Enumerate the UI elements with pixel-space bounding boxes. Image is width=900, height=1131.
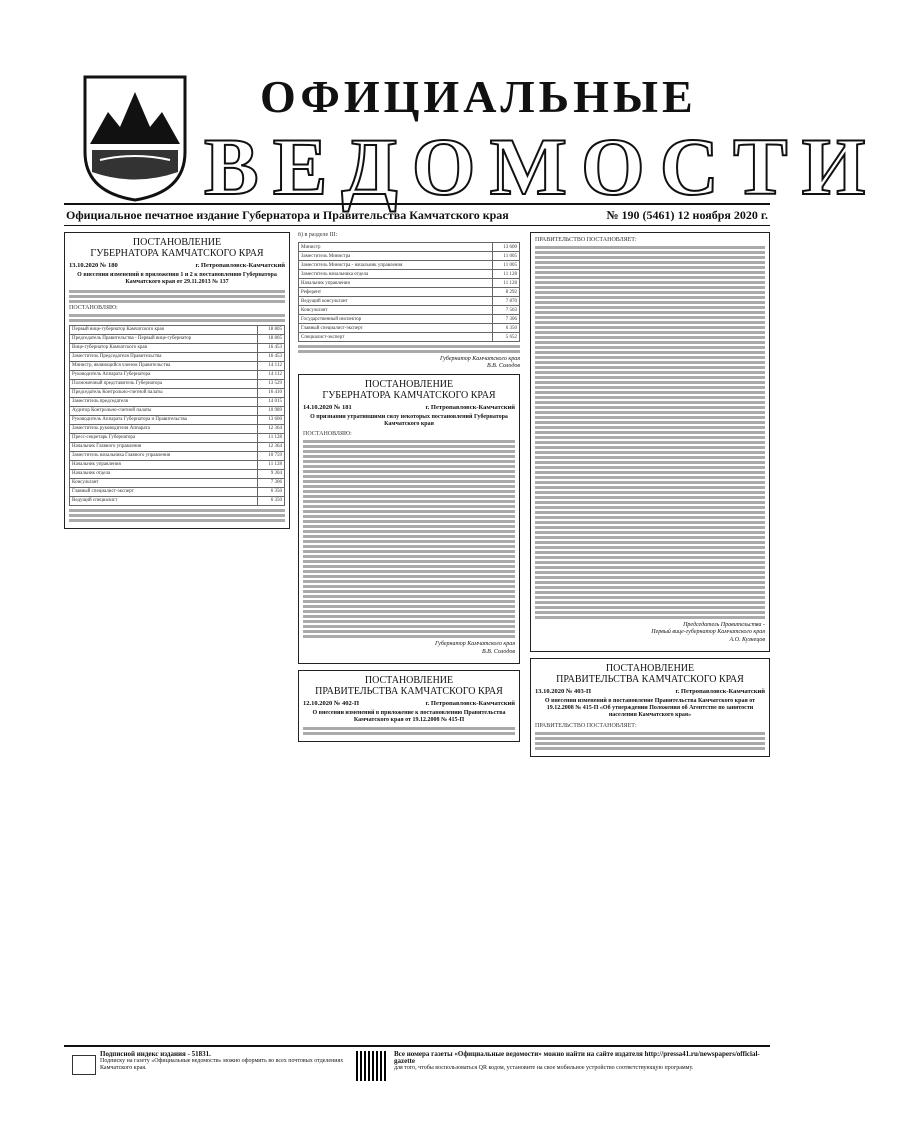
table-cell-value: 13 600 (258, 415, 285, 424)
table-cell-value: 11 128 (258, 460, 285, 469)
decree-lead-2: О признании утратившими силу некоторых постановлений Губернатора Камчатского края (310, 413, 508, 428)
text-line (535, 426, 765, 429)
table-row (70, 460, 285, 469)
decree-city: г. Петропавловск-Камчатский (195, 262, 285, 269)
signature-3: Председатель Правительства - Первый вице-губернатор Камчатского края А.О. Кузнецов (651, 622, 765, 643)
text-line (303, 590, 515, 593)
text-line (535, 481, 765, 484)
table-cell-value: 12 364 (258, 442, 285, 451)
text-line (535, 356, 765, 359)
text-line (303, 500, 515, 503)
text-line (303, 595, 515, 598)
table-row (70, 415, 285, 424)
text-line (535, 406, 765, 409)
table-cell-value: 11 005 (493, 261, 520, 270)
table-row (70, 397, 285, 406)
subscription-note: Подписку на газету «Официальные ведомости» можно оформить во всех почтовых отделениях Камчатского края. (100, 1058, 344, 1071)
table-row (70, 406, 285, 415)
table-cell-label: Консультант (299, 306, 493, 315)
text-line (535, 381, 765, 384)
text-line (303, 495, 515, 498)
masthead-subbar (64, 203, 770, 226)
table-cell-label: Заместитель председателя (70, 397, 258, 406)
table-cell-value: 18 805 (258, 334, 285, 343)
text-line (535, 326, 765, 329)
text-line (535, 616, 765, 619)
text-line (303, 565, 515, 568)
table-row (70, 343, 285, 352)
decree-402 (298, 670, 520, 743)
text-line (535, 251, 765, 254)
qr-code-icon[interactable] (356, 1051, 386, 1081)
table-cell-label: Министр, являющийся членом Правительства (70, 361, 258, 370)
decree-heading-4: ПОСТАНОВЛЕНИЕ ПРАВИТЕЛЬСТВА КАМЧАТСКОГО КРАЯ (556, 662, 744, 685)
text-line (535, 466, 765, 469)
table-row (70, 451, 285, 460)
text-line (535, 506, 765, 509)
newspaper-page (64, 60, 880, 1071)
text-line (535, 581, 765, 584)
text-line (535, 371, 765, 374)
text-line (535, 346, 765, 349)
table-cell-label: Руководитель Аппарата Губернатора и Правительства (70, 415, 258, 424)
table-cell-value: 10 759 (258, 451, 285, 460)
table-cell-label: Ведущий специалист (70, 496, 258, 505)
table-cell-label: Вице-губернатор Камчатского края (70, 343, 258, 352)
text-line (303, 560, 515, 563)
table-row (70, 325, 285, 334)
table-row (70, 487, 285, 496)
text-line (535, 336, 765, 339)
qr-note: для того, чтобы воспользоваться QR кодом, установите на свое мобильное устройство соответствующую программу. (394, 1065, 694, 1071)
text-line (535, 411, 765, 414)
table-cell-value: 16 453 (258, 352, 285, 361)
subscription-index: Подписной индекс издания - 51831. (100, 1050, 211, 1058)
text-line (535, 486, 765, 489)
text-line (303, 605, 515, 608)
text-line (535, 586, 765, 589)
text-line (535, 301, 765, 304)
masthead-title-main: ВЕДОМОСТИ (204, 121, 880, 212)
table-cell-label: Полномочный представитель Губернатора (70, 379, 258, 388)
table-row (70, 379, 285, 388)
table-row (299, 279, 520, 288)
table-row (70, 388, 285, 397)
table-cell-value: 6 350 (258, 496, 285, 505)
text-line (303, 585, 515, 588)
text-line (535, 521, 765, 524)
table-row (299, 297, 520, 306)
text-line (535, 386, 765, 389)
text-line (535, 451, 765, 454)
text-line (535, 596, 765, 599)
text-line (535, 571, 765, 574)
table-cell-label: Начальник отдела (70, 469, 258, 478)
qr-text: Все номера газеты «Официальные ведомости» можно найти на сайте издателя http://pressa41.ru/newspapers/official-gazette (394, 1050, 760, 1065)
text-line (535, 341, 765, 344)
table-row (70, 469, 285, 478)
table-cell-value: 11 128 (493, 270, 520, 279)
decree-city-2: г. Петропавловск-Камчатский (425, 403, 515, 411)
text-line (535, 311, 765, 314)
text-line (303, 535, 515, 538)
decree-continued (530, 232, 770, 652)
text-line (303, 450, 515, 453)
table-cell-label: Министр (299, 243, 493, 252)
decree-date-3: 12.10.2020 № 402-П (303, 699, 360, 707)
text-line (535, 291, 765, 294)
table-cell-label: Главный специалист-эксперт (299, 324, 493, 333)
table-cell-label: Заместитель Председателя Правительства (70, 352, 258, 361)
table-cell-value: 8 292 (493, 288, 520, 297)
text-line (535, 566, 765, 569)
subscription-info (100, 1051, 360, 1072)
text-line (303, 530, 515, 533)
table-row (299, 306, 520, 315)
table-cell-value: 13 600 (493, 243, 520, 252)
text-line (303, 440, 515, 443)
text-line (303, 475, 515, 478)
table-cell-value: 11 005 (493, 252, 520, 261)
text-line (303, 510, 515, 513)
table-cell-label: Ведущий консультант (299, 297, 493, 306)
text-line (535, 501, 765, 504)
table-cell-value: 7 563 (493, 306, 520, 315)
table-cell-value: 7 870 (493, 297, 520, 306)
text-line (535, 396, 765, 399)
column-2 (298, 232, 520, 1032)
table-cell-value: 14 112 (258, 361, 285, 370)
text-line (535, 246, 765, 249)
text-line (535, 576, 765, 579)
table-row (299, 252, 520, 261)
text-line (303, 635, 515, 638)
decree-lead: О внесении изменений в приложения 1 и 2 к постановлению Губернатора Камчатского края от 29.11.2013 № 137 (77, 272, 277, 286)
table-cell-label: Начальник управления (299, 279, 493, 288)
table-intro: б) в разделе III: (298, 232, 338, 238)
text-line (535, 436, 765, 439)
text-line (303, 625, 515, 628)
text-line (535, 461, 765, 464)
table-cell-label: Заместитель Министра - начальник управления (299, 261, 493, 270)
text-line (535, 331, 765, 334)
table-row (70, 496, 285, 505)
table-row (70, 352, 285, 361)
decree-city-3: г. Петропавловск-Камчатский (425, 699, 515, 707)
table-row (299, 315, 520, 324)
table-cell-value: 16 453 (258, 343, 285, 352)
text-line (535, 276, 765, 279)
publication-subtitle: Официальное печатное издание Губернатора и Правительства Камчатского края (66, 208, 509, 222)
text-line (535, 316, 765, 319)
table-cell-label: Заместитель Министра (299, 252, 493, 261)
text-line (303, 610, 515, 613)
footer (64, 1045, 770, 1087)
table-row (70, 424, 285, 433)
text-line (303, 515, 515, 518)
table-row (70, 334, 285, 343)
table-row (70, 433, 285, 442)
coat-of-arms-icon (80, 72, 190, 202)
envelope-icon (72, 1055, 96, 1075)
table-cell-label: Председатель Контрольно-счетной палаты (70, 388, 258, 397)
table-cell-label: Начальник управления (70, 460, 258, 469)
decree-403 (530, 658, 770, 757)
table-row (299, 288, 520, 297)
text-line (303, 465, 515, 468)
text-line (303, 490, 515, 493)
text-line (535, 401, 765, 404)
text-line (535, 491, 765, 494)
table-cell-label: Председатель Правительства - Первый вице-губернатор (70, 334, 258, 343)
decree-intro-2: ПОСТАНОВЛЯЮ: (303, 431, 352, 438)
text-line (535, 446, 765, 449)
table-row (299, 261, 520, 270)
table-cell-value: 18 805 (258, 325, 285, 334)
table-cell-value: 14 112 (258, 370, 285, 379)
text-line (303, 575, 515, 578)
table-cell-value: 9 304 (258, 469, 285, 478)
text-line (535, 391, 765, 394)
table-cell-label: Референт (299, 288, 493, 297)
text-line (535, 536, 765, 539)
text-line (303, 540, 515, 543)
table-cell-value: 16 410 (258, 388, 285, 397)
text-line (303, 445, 515, 448)
table-cell-value: 5 652 (493, 333, 520, 342)
table-cell-label: Заместитель начальника отдела (299, 270, 493, 279)
table-row (70, 370, 285, 379)
text-line (303, 485, 515, 488)
text-line (535, 376, 765, 379)
text-line (303, 545, 515, 548)
text-line (303, 480, 515, 483)
text-line (303, 620, 515, 623)
text-line (535, 551, 765, 554)
decree-date: 13.10.2020 № 180 (69, 262, 118, 269)
table-row (70, 442, 285, 451)
table-cell-value: 11 128 (493, 279, 520, 288)
text-line (535, 441, 765, 444)
decree-heading: ПОСТАНОВЛЕНИЕ ГУБЕРНАТОРА КАМЧАТСКОГО КРАЯ (90, 237, 264, 259)
text-line (535, 526, 765, 529)
table-cell-value: 7 306 (493, 315, 520, 324)
decree-heading-2: ПОСТАНОВЛЕНИЕ ГУБЕРНАТОРА КАМЧАТСКОГО КРАЯ (322, 378, 496, 401)
table-cell-value: 10 989 (258, 406, 285, 415)
text-line (535, 541, 765, 544)
table-row (70, 478, 285, 487)
signature-1: Губернатор Камчатского края В.В. Солодов (440, 356, 520, 370)
table-cell-label: Главный специалист-эксперт (70, 487, 258, 496)
text-line (535, 606, 765, 609)
text-line (535, 561, 765, 564)
text-line (535, 296, 765, 299)
table-cell-label: Руководитель Аппарата Губернатора (70, 370, 258, 379)
text-line (535, 306, 765, 309)
text-line (535, 611, 765, 614)
text-line (535, 266, 765, 269)
table-cell-value: 6 350 (493, 324, 520, 333)
table-cell-value: 12 364 (258, 424, 285, 433)
text-line (535, 601, 765, 604)
qr-info (394, 1051, 764, 1072)
decree-lead-4: О внесении изменений в постановление Правительства Камчатского края от 19.12.2008 № 415-П «Об утверждении Положения об Агентстве по занятости населения Камчатского края» (544, 698, 756, 719)
text-line (535, 476, 765, 479)
text-line (535, 281, 765, 284)
column-3 (530, 232, 770, 1032)
table-cell-value: 14 015 (258, 397, 285, 406)
table-row (299, 324, 520, 333)
masthead-title-top: ОФИЦИАЛЬНЫЕ (260, 71, 697, 122)
text-line (535, 496, 765, 499)
text-line (535, 416, 765, 419)
decree-date-4: 13.10.2020 № 403-П (535, 687, 592, 695)
decree-lead-3: О внесении изменений в приложение к постановлению Правительства Камчатского края от 19.12.2008 № 415-П (312, 710, 506, 724)
text-line (535, 546, 765, 549)
text-line (303, 520, 515, 523)
table-cell-label: Аудитор Контрольно-счетной палаты (70, 406, 258, 415)
table-cell-label: Заместитель руководителя Аппарата (70, 424, 258, 433)
decree-city-4: г. Петропавловск-Камчатский (675, 687, 765, 695)
signature-2: Губернатор Камчатского края В.В. Солодов (435, 641, 515, 655)
table-cell-value: 13 529 (258, 379, 285, 388)
text-line (535, 556, 765, 559)
decree-181 (298, 374, 520, 664)
table-cell-label: Государственный инспектор (299, 315, 493, 324)
text-line (303, 460, 515, 463)
masthead (64, 60, 880, 212)
text-line (535, 361, 765, 364)
text-line (535, 471, 765, 474)
text-line (303, 555, 515, 558)
text-line (303, 470, 515, 473)
decree-180 (64, 232, 290, 529)
text-line (535, 321, 765, 324)
table-cell-label: Первый вице-губернатор Камчатского края (70, 325, 258, 334)
text-line (535, 531, 765, 534)
decree-heading-3: ПОСТАНОВЛЕНИЕ ПРАВИТЕЛЬСТВА КАМЧАТСКОГО КРАЯ (315, 674, 503, 697)
table-cell-label: Пресс-секретарь Губернатора (70, 433, 258, 442)
salary-table (69, 325, 285, 506)
text-line (535, 271, 765, 274)
text-line (535, 421, 765, 424)
salary-table-2 (298, 242, 520, 342)
table-row (299, 270, 520, 279)
column-1 (64, 232, 290, 1032)
text-line (303, 615, 515, 618)
table-cell-value: 11 128 (258, 433, 285, 442)
decree-intro: ПОСТАНОВЛЯЮ: (69, 304, 118, 311)
table-cell-label: Специалист-эксперт (299, 333, 493, 342)
text-line (535, 366, 765, 369)
text-line (535, 286, 765, 289)
decree-date-2: 14.10.2020 № 181 (303, 403, 352, 411)
decree-intro-4: ПРАВИТЕЛЬСТВО ПОСТАНОВЛЯЕТ: (535, 722, 637, 729)
text-line (535, 456, 765, 459)
table-row (299, 243, 520, 252)
text-line (535, 261, 765, 264)
text-line (303, 525, 515, 528)
text-line (535, 516, 765, 519)
table-cell-label: Консультант (70, 478, 258, 487)
text-line (303, 505, 515, 508)
text-line (535, 591, 765, 594)
text-line (535, 256, 765, 259)
text-line (535, 351, 765, 354)
table-row (70, 361, 285, 370)
decree-intro-3: ПРАВИТЕЛЬСТВО ПОСТАНОВЛЯЕТ: (535, 237, 637, 243)
text-line (303, 580, 515, 583)
text-line (303, 570, 515, 573)
table-row (299, 333, 520, 342)
issue-number: № 190 (5461) 12 ноября 2020 г. (606, 208, 768, 222)
table-cell-label: Заместитель начальника Главного управления (70, 451, 258, 460)
text-line (303, 600, 515, 603)
text-line (535, 511, 765, 514)
table-cell-value: 6 350 (258, 487, 285, 496)
text-line (303, 630, 515, 633)
table-cell-value: 7 306 (258, 478, 285, 487)
text-line (303, 455, 515, 458)
text-line (303, 550, 515, 553)
table-cell-label: Начальник Главного управления (70, 442, 258, 451)
text-line (535, 431, 765, 434)
